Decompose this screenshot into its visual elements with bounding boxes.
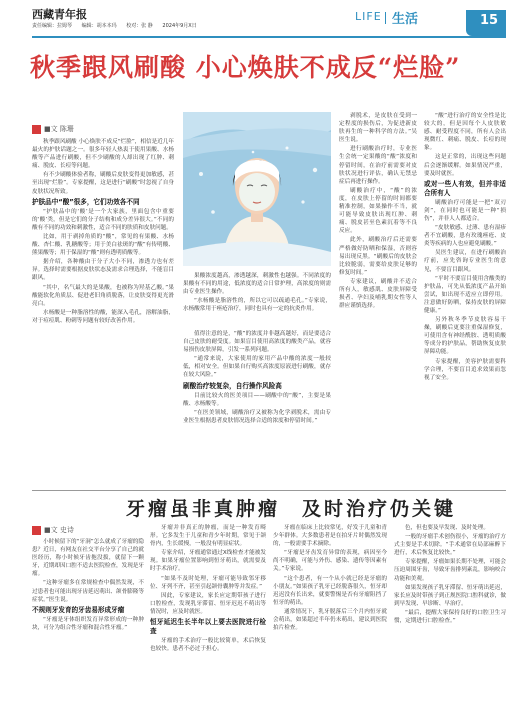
article1-column-2a [183, 272, 331, 328]
paragraph: 秋季跟风刷酸 小心焕肤不成反“烂脸”，相信是近几年最火的护肤话题之一。很多年轻人热衷于使用果酸、水杨酸等产品进行刷酸，但不少刷酸的人却出现了红肿、刺痛、脱皮、长痘等问题。 [32, 139, 174, 170]
paragraph: “最后，提醒大家保持良好的口腔卫生习惯，定期进行口腔检查。” [394, 609, 506, 625]
byline-marker [32, 526, 41, 535]
paragraph: 此外，刷酸治疗后还需要严格做好防晒和保湿，否则容易出现反黑。“刷酸后的皮肤会比较脆弱，需要给皮肤足够的修复时间。” [339, 237, 417, 276]
paragraph: 因此，专家建议，家长应定期带孩子进行口腔检查，发现乳牙滞留、恒牙迟迟不萌出等情况时，应及时就医。 [150, 592, 266, 615]
paragraph: 另外秋冬季节皮肤容易干燥，刷酸后更要注重保湿修复，可使用含有神经酰胺、透明质酸等成分的护肤品，帮助恢复皮肤屏障功能。 [424, 317, 506, 356]
article2-column-4 [394, 524, 506, 698]
byline-label: ■文 [44, 526, 58, 534]
paragraph: 果酸浓度越高，渗透越深，刺激性也越强。不同浓度的果酸有不同的用途，低浓度的适合日常护理，高浓度的则需由专业医生操作。 [183, 273, 331, 296]
paragraph: “护肤品中的‘酸’是一个大家族，里面包含中重要的‘酸’类，但是它们的分子结构和成分差异很大。”不同的酸有不同的功效和刺激性，适合不同的肤质和皮肤问题。 [32, 208, 174, 231]
header-meta [32, 22, 205, 29]
paragraph: 专家提醒，牙瘤如果长期不处理，可能会压迫周围牙齿，导致牙齿排列紊乱，影响咬合功能和美观。 [394, 559, 506, 582]
subheading: 不规则牙发育的牙齿易形成牙瘤 [32, 605, 125, 614]
article1-column-2b [183, 330, 331, 486]
article1-column-4 [424, 112, 506, 486]
masthead: 西藏青年报 [32, 8, 87, 21]
paragraph: “平时不要盲目使用含酸类的护肤品，可先从低浓度产品开始尝试，如出现不适应立即停用。注意做好防晒，保持皮肤的屏障健康。” [424, 275, 506, 314]
paragraph: “皮肤敏感、过薄、患有湿疹者不宜刷酸，患有玫瑰痤疮、皮炎等疾病的人也应避免刷酸。” [424, 225, 506, 248]
subheading: 恒牙延迟生长半年以上要去医院进行检查 [150, 618, 266, 636]
article1-column-3 [339, 112, 417, 486]
paragraph: “这个患者，有一个从小就已经是牙瘤的小朋友。”如果孩子乳牙已经脱落很久，恒牙却迟迟没有长出来，就要警惕是否有牙瘤阻挡了恒牙的萌出。 [273, 575, 387, 606]
paragraph: 据介绍，各种酸由于分子大小不同，渗透力也有差异。选择时需要根据皮肤状态及需求合理选择，不能盲目跟风。 [32, 259, 174, 282]
paragraph: 一般的牙瘤手术创伤很小，牙瘤的治疗方式主要是手术切除。“手术通常在局部麻醉下进行，术后恢复比较快。” [394, 534, 506, 557]
paragraph: 进行刷酸治疗时，专业医生会统一定果酸的“酸”浓度和停留时间，在治疗前需要对皮肤状况进行评估，确认无禁忌症后再进行操作。 [339, 146, 417, 185]
paragraph: 剥脱术，是皮肤在受到一定程度的损伤后，为促进新皮肤再生的一种科学的方法。”吴医生说。 [339, 113, 417, 144]
paragraph: 色，但也要及早发现、及时处理。 [405, 525, 489, 531]
article2-column-3 [273, 524, 387, 698]
paragraph: “牙瘤是牙体组织发育异常形成的一种肿块，可分为组合性牙瘤和混合性牙瘤。” [32, 616, 144, 631]
article2-byline [32, 525, 74, 535]
paragraph: 目前比较火的医美项目——刷酸中的“酸”，主要是果酸、水杨酸等。 [183, 392, 331, 407]
paragraph: “这种牙瘤多在常规检查中偶然发现，不过患者也可能出现牙齿延迟萌出、颌骨膨隆等症状。”医生说。 [32, 580, 144, 603]
paragraph: 如果发现孩子乳牙滞留、恒牙萌出延迟，家长应及时带孩子到正规医院口腔科就诊，做到早发现、早诊断、早治疗。 [394, 584, 506, 607]
meta-design: 编辑：胡本本玛 [81, 23, 117, 29]
paragraph: 比如，用于剥掉角质的“酸”，常见的有果酸、水杨酸、杏仁酸、乳糖酸等；用于美白祛斑的“酸”有传明酸、熊果酸等；用于保湿的“酸”则有透明质酸等。 [32, 233, 174, 257]
meta-editor: 责任编辑：拉姆琴 [32, 23, 73, 29]
article2-column-1 [32, 538, 144, 698]
page-number: 15 [480, 13, 499, 28]
paragraph: 有不少刷酸体验者称，刷酸后皮肤变得更加敏感，甚至出现“烂脸”。专家提醒，这是进行“刷酸”时忽视了自身皮肤状况所致。 [32, 172, 174, 195]
paragraph: 值得注意的是，“酸”的浓度并非越高越好，而是要适合自己皮肤的耐受度。如果盲目使用高浓度的酸类产品，就容易损伤皮肤屏障，引发一系列问题。 [183, 331, 331, 354]
paragraph: “水杨酸是脂溶性的，所以它可以疏通毛孔。”专家说，水杨酸常用于痤疮治疗，同时也具有一定的抗炎作用。 [183, 298, 331, 313]
paragraph: 这是正常的，出现这些问题后会逐渐缓解。如果情况严重，要及时就医。 [424, 154, 506, 177]
byline-marker [32, 125, 41, 134]
paragraph: “通常来说，大家使用的家用产品中酸的浓度一般较低，相对安全。但如果自行购买高浓度原液进行刷酸，就存在较大风险。” [183, 356, 331, 379]
article2-column-2 [150, 524, 266, 698]
section-label: LIFE [355, 10, 382, 23]
subheading: 护肤品中“酸”很多，它们功效各不同 [32, 197, 140, 206]
subheading: 或对一些人有效，但并非适合所有人 [424, 179, 506, 197]
paragraph: 水杨酸是一种脂溶性的酸，能深入毛孔，溶解油脂，对于痘痘肌、粉刺等问题有较好改善作用。 [32, 309, 174, 324]
paragraph: “如果不及时处理，牙瘤可能导致邻牙移位、牙列不齐，甚至引起颌骨囊肿等并发症。” [150, 575, 266, 590]
paragraph: 专家介绍，牙瘤通常通过X线检查才能被发现。如果牙瘤位置影响到恒牙萌出，就需要及时手术治疗。 [150, 550, 266, 573]
paragraph: 小时候留下的“牙洞”怎么就成了牙瘤的隐患？近日，有网友在社交平台分享了自己的就医经历，称小时候牙齿拖没拔，就留下一颗牙，近期却因口腔不适去医院检查，发现是牙瘤。 [32, 539, 144, 578]
page-header [0, 0, 520, 38]
paragraph: “酸”进行治疗的安全性是比较大的，但是因每个人皮肤敏感、耐受程度不同，所有人会出现微红、刺痛、脱皮、长痘的现象。 [424, 113, 506, 152]
section-divider-rule [32, 490, 506, 491]
article1-headline: 秋季跟风刷酸 小心焕肤不成反“烂脸” [30, 53, 461, 82]
paragraph: 牙瘤并非真正的肿瘤，而是一种发育畸形。它多发生于儿童和青少年时期，常见于颌骨内，生长缓慢，一般没有明显症状。 [150, 525, 266, 548]
header-rule [32, 36, 506, 38]
paragraph: “其中，名气最大的是果酸，也被称为羟基乙酸。”果酸能软化角质层、促进老旧角质脱落，让皮肤变得更光滑亮白。 [32, 284, 174, 307]
byline-author: 陈珊 [59, 125, 74, 133]
paragraph: 吴医生建议，在进行刷酸治疗前，应先咨询专业医生的意见，不要盲目跟风。 [424, 250, 506, 273]
paragraph: 专家建议，刷酸并不适合所有人，敏感肌、皮肤屏障受损者、孕妇及哺乳期女性等人群应谨慎选择。 [339, 278, 417, 310]
meta-date: 2024年9月X日 [162, 23, 197, 29]
section-label-cn: 生活 [392, 12, 419, 27]
byline-author: 史诗 [59, 526, 74, 534]
paragraph: 通常情况下，乳牙脱落后三个月内恒牙就会萌出，如果超过半年仍未萌出，建议到医院拍片检查。 [273, 608, 387, 632]
paragraph: 刷酸治疗可能是一把“双刃剑”，在同时也可能是一种“损伤”，并非人人都适合。 [424, 199, 506, 222]
paragraph: 刷酸治疗中，“酸”的浓度，在皮肤上停留的时间都要精准控制，如果操作不当，就可能导致皮肤出现红肿、刺痛、脱皮甚至色素沉着等不良反应。 [339, 187, 417, 235]
paragraph: 牙瘤在临床上比较常见，好发于儿童和青少年群体。大多数患者是在拍牙片时偶然发现的，一般需要手术摘除。 [273, 525, 387, 548]
article2-headline: 牙瘤虽非真肿瘤 及时治疗仍关键 [126, 498, 457, 520]
article1-byline [32, 124, 74, 134]
paragraph: 牙瘤的手术治疗一般比较简单，术后恢复也较快。患者不必过于担心。 [150, 638, 266, 653]
woman-with-face-mask-illustration [183, 112, 331, 266]
section-divider [385, 12, 386, 24]
paragraph: “在医美领域，刷酸治疗又被称为化学剥脱术，需由专业医生根据患者皮肤情况选择合适的浓度和停留时间。” [183, 409, 331, 424]
meta-check: 校对：张 静 [126, 23, 153, 29]
article1-photo [183, 112, 331, 266]
paragraph: 专家提醒，美容护肤需要科学合理，不要盲目追求效果而忽视了安全。 [424, 358, 506, 381]
byline-label: ■文 [44, 125, 58, 133]
article1-column-1 [32, 138, 174, 486]
subheading: 刷酸治疗较复杂，自行操作风险高 [183, 381, 282, 390]
paragraph: “牙瘤是牙齿发育异常的表现，病因至今尚不明确，可能与外伤、感染、遗传等因素有关。”专家说。 [273, 550, 387, 573]
